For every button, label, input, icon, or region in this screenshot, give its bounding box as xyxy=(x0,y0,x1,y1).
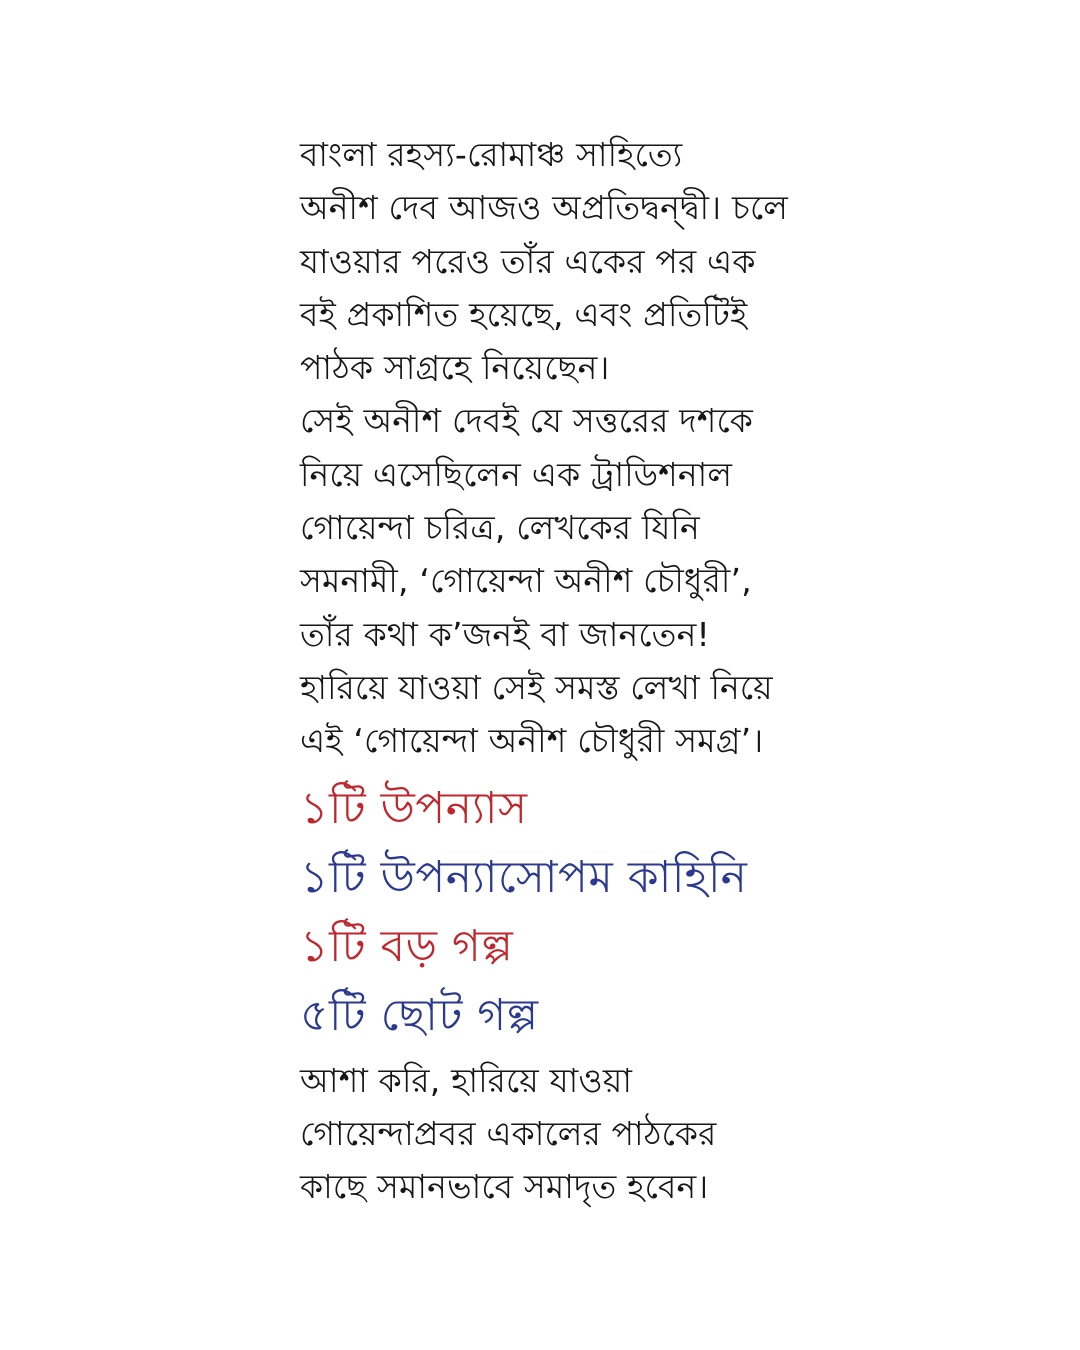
contents-list xyxy=(300,774,820,1050)
intro-line: বাংলা রহস্য-রোমাঞ্চ সাহিত্যে xyxy=(300,135,683,174)
promo-text-block xyxy=(300,128,820,1213)
closing-line: গোয়েন্দাপ্রবর একালের পাঠকের xyxy=(300,1113,717,1153)
intro-line: এই ‘গোয়েন্দা অনীশ চৌধুরী সমগ্র’। xyxy=(300,721,764,761)
intro-line: যাওয়ার পরেও তাঁর একের পর এক xyxy=(300,241,756,281)
contents-item-long-story: ১টি বড় গল্প xyxy=(300,920,514,972)
closing-paragraph xyxy=(300,1054,820,1214)
intro-paragraph xyxy=(300,128,820,768)
intro-line: অনীশ দেব আজও অপ্রতিদ্বন্দ্বী। চলে xyxy=(300,188,789,228)
intro-line: তাঁর কথা ক’জনই বা জানতেন! xyxy=(300,614,710,654)
closing-line: আশা করি, হারিয়ে যাওয়া xyxy=(300,1060,633,1100)
intro-line: সমনামী, ‘গোয়েন্দা অনীশ চৌধুরী’, xyxy=(300,561,752,601)
contents-item-novel: ১টি উপন্যাস xyxy=(300,782,528,834)
intro-line: গোয়েন্দা চরিত্র, লেখকের যিনি xyxy=(300,508,700,548)
intro-line: নিয়ে এসেছিলেন এক ট্রাডিশনাল xyxy=(300,454,733,494)
intro-line: বই প্রকাশিত হয়েছে, এবং প্রতিটিই xyxy=(300,294,748,334)
intro-line: হারিয়ে যাওয়া সেই সমস্ত লেখা নিয়ে xyxy=(300,667,773,707)
closing-line: কাছে সমানভাবে সমাদৃত হবেন। xyxy=(300,1167,709,1207)
intro-line: পাঠক সাগ্রহে নিয়েছেন। xyxy=(300,348,610,388)
intro-line: সেই অনীশ দেবই যে সত্তরের দশকে xyxy=(300,401,754,441)
contents-item-novella: ১টি উপন্যাসোপম কাহিনি xyxy=(300,851,748,903)
contents-item-short-stories: ৫টি ছোট গল্প xyxy=(300,989,539,1041)
